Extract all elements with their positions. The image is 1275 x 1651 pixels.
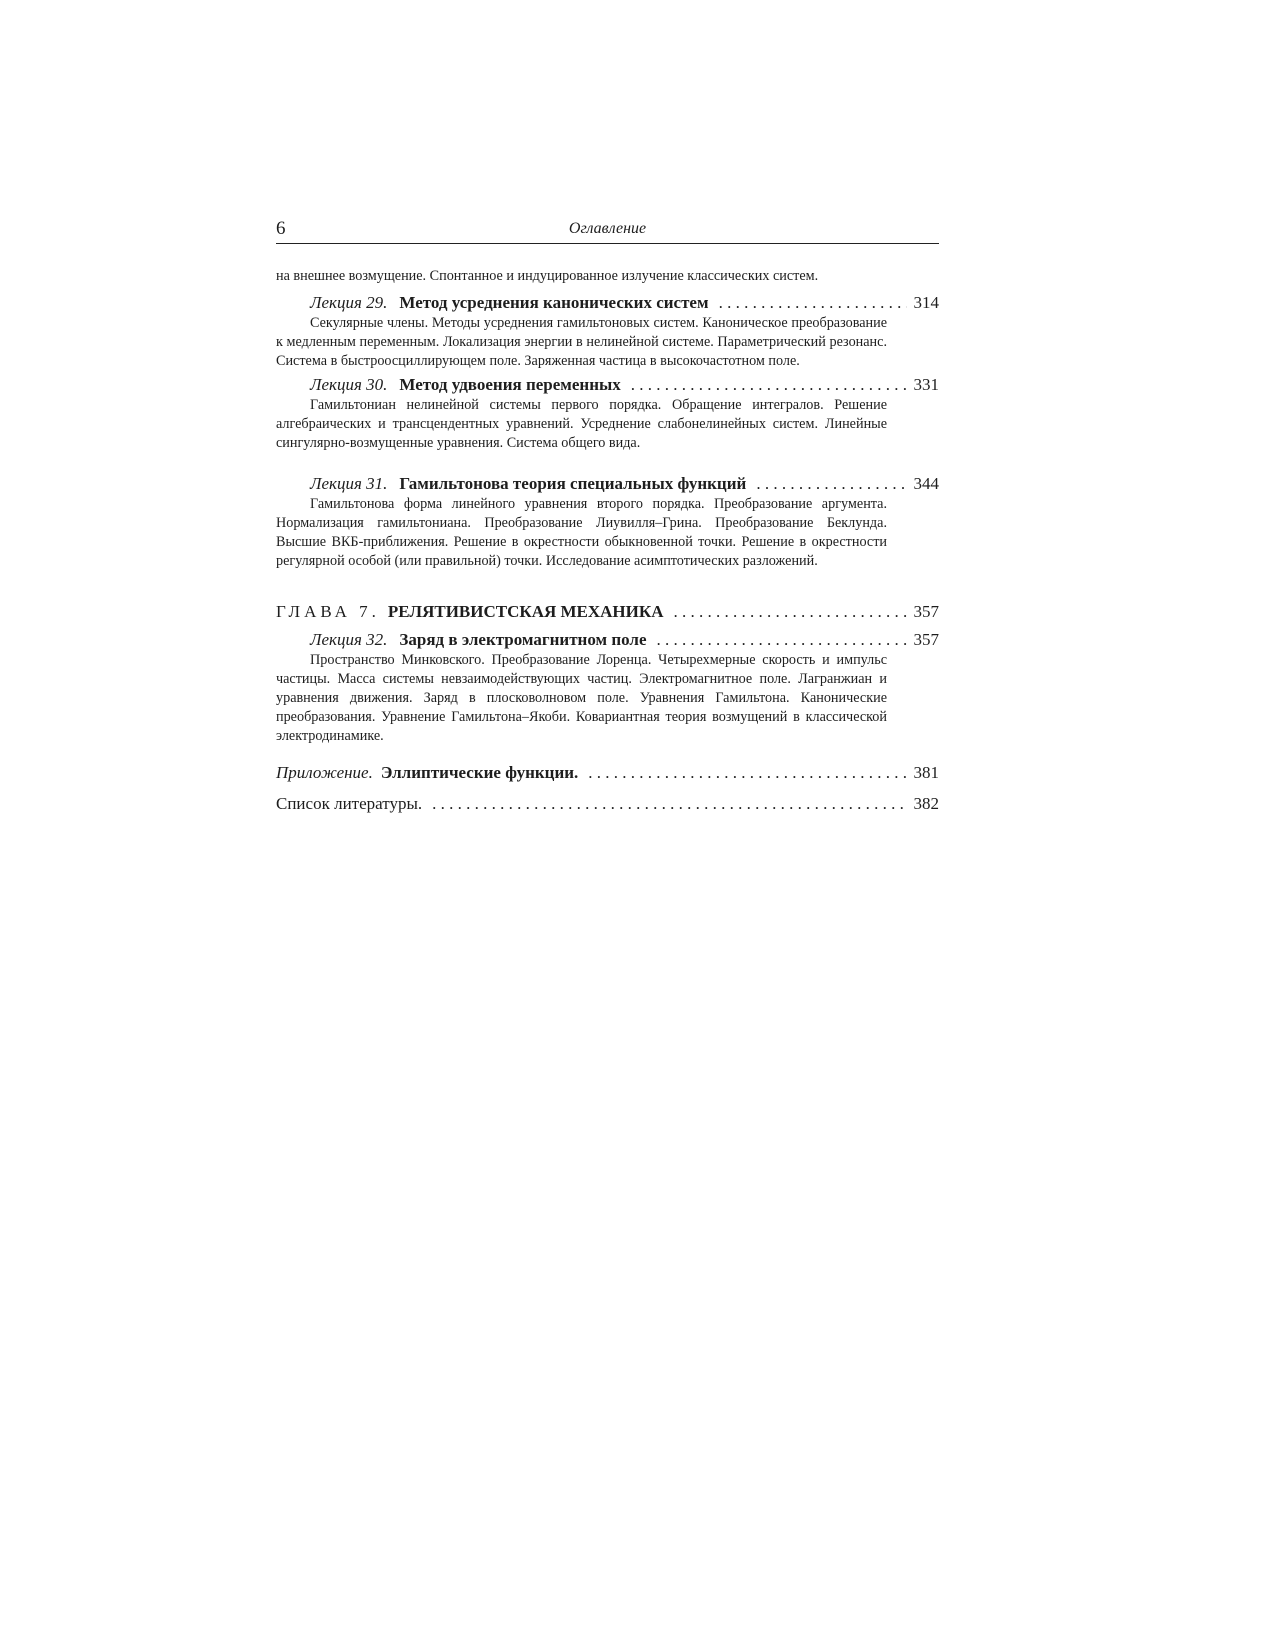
entry-description: Пространство Минковского. Преобразование Лоренца. Четырехмерные скорость и импульс частицы. Масса системы невзаимодействующих частиц. Электромагнитное поле. Лагранжиан и уравнения движения. Заряд в плосковолновом поле. Уравнения Гамильтона. Канонические преобразования. Уравнение Гамильтона–Якоби. Ковариантная теория возмущений в классической электродинамике. [276,652,887,744]
chapter-label: ГЛАВА 7. [276,602,380,621]
leader-dots [621,374,907,396]
entry-label: Лекция 31. [310,474,388,493]
running-header [276,215,939,244]
entry-label: Лекция 32. [310,630,388,649]
entry-page-number: 382 [913,794,939,813]
toc-entry-lecture-29[interactable] [276,292,939,314]
bibliography-title: Список литературы. [276,794,423,813]
leader-dots [422,793,907,815]
toc-entry-chapter-7[interactable] [276,601,939,623]
running-title: Оглавление [568,220,647,237]
leader-dots [663,601,907,623]
entry-page-number: 357 [913,630,939,649]
toc-entry-lecture-32[interactable] [276,629,939,651]
entry-title: Заряд в электромагнитном поле [399,630,647,649]
entry-label: Лекция 29. [310,293,388,312]
toc-page [276,215,939,815]
entry-page-number: 344 [913,474,939,493]
toc-entry-bibliography[interactable] [276,793,939,815]
entry-label: Лекция 30. [310,375,388,394]
appendix-label: Приложение. [276,763,373,782]
continued-description: на внешнее возмущение. Спонтанное и индуцированное излучение классических систем. [276,268,819,284]
entry-description: Гамильтонова форма линейного уравнения второго порядка. Преобразование аргумента. Нормализация гамильтониана. Преобразование Лиувилля–Грина. Преобразование Беклунда. Высшие ВКБ-приближения. Решение в окрестности обыкновенной точки. Решение в окрестности регулярной особой (или правильной) точки. Исследование асимптотических разложений. [276,496,887,569]
toc-entry-appendix[interactable] [276,762,939,784]
entry-page-number: 357 [913,602,939,621]
entry-page-number: 331 [913,375,939,394]
entry-title: Метод усреднения канонических систем [399,293,709,312]
entry-description: Секулярные члены. Методы усреднения гамильтоновых систем. Каноническое преобразование к медленным переменным. Локализация энергии в нелинейной системе. Параметрический резонанс. Система в быстроосциллирующем поле. Заряженная частица в высокочастотном поле. [276,315,887,369]
entry-page-number: 314 [913,293,939,312]
entry-title: Метод удвоения переменных [399,375,621,394]
appendix-title: Эллиптические функции. [380,763,579,782]
toc-entry-lecture-30[interactable] [276,374,939,396]
leader-dots [647,629,907,651]
leader-dots [578,762,907,784]
page-number: 6 [276,218,286,239]
leader-dots [709,292,907,314]
chapter-title: РЕЛЯТИВИСТСКАЯ МЕХАНИКА [387,602,664,621]
entry-title: Гамильтонова теория специальных функций [399,474,747,493]
entry-description: Гамильтониан нелинейной системы первого порядка. Обращение интегралов. Решение алгебраических и трансцендентных уравнений. Усреднение слабонелинейных систем. Линейные сингулярно-возмущенные уравнения. Система общего вида. [276,397,887,451]
toc-entry-lecture-31[interactable] [276,473,939,495]
leader-dots [746,473,907,495]
entry-page-number: 381 [913,763,939,782]
